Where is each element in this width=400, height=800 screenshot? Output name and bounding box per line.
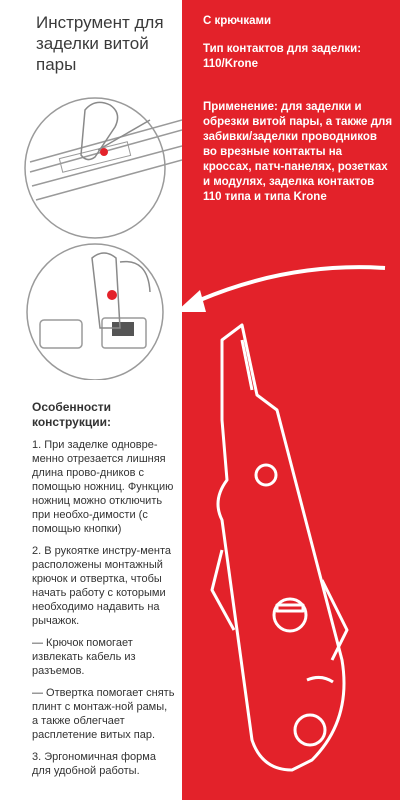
- feature-item: 2. В рукоятке инстру-мента расположены монтажный крючок и отвертка, чтобы начать работу с которыми необходимо надавить на рычажок.: [32, 545, 171, 627]
- feature-item: 3. Эргономичная форма для удобной работы.: [32, 751, 156, 777]
- contacts-type: Тип контактов для заделки: 110/Krone: [203, 43, 362, 70]
- punch-down-tool-illustration: [182, 300, 400, 800]
- feature-item: — Крючок помогает извлекать кабель из разъемов.: [32, 637, 136, 677]
- hooks-label: С крючками: [203, 15, 272, 27]
- feature-item: — Отвертка помогает снять плинт с монтаж-ной рамы, а также облегчает расплетение витых пар.: [32, 687, 175, 741]
- features-section: [32, 400, 176, 786]
- page-title: Инструмент для заделки витой пары: [36, 13, 164, 74]
- features-heading: Особенности конструкции:: [32, 400, 112, 429]
- feature-item: 1. При заделке одновре-менно отрезается лишняя длина прово-дников с помощью ножниц. Функцию ножниц можно отключить при необхо-димости (с помощью кнопки): [32, 439, 174, 535]
- usage-description: Применение: для заделки и обрезки витой пары, а также для забивки/заделки проводников во врезные контакты на кроссах, патч-панелях, розетках и модулях, заделка контактов 110 типа и типа Krone: [203, 101, 393, 203]
